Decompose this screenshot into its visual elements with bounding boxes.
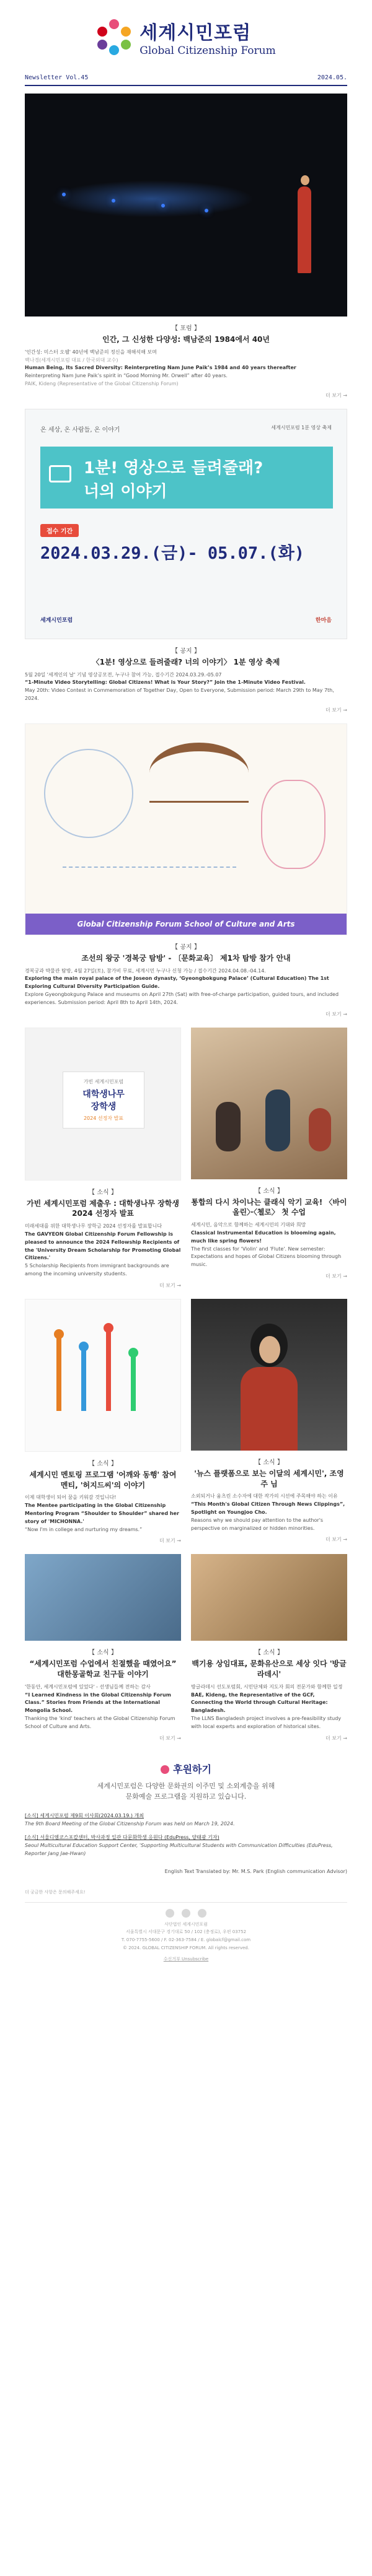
scholarship-card-image[interactable] (25, 1028, 181, 1181)
palace-roof-icon (149, 743, 249, 803)
footer-address: 서울특별시 서대문구 경기대로 50 / 102 (충정로), 우편 03752 (125, 1929, 247, 1935)
article-summary-en: “Now I'm in college and nurturing my dreams.” (25, 1526, 143, 1532)
article-summary-ko: 세계시민, 음악으로 함께하는 세계시민의 기대와 희망 (191, 1222, 306, 1228)
sponsor-link[interactable] (25, 1762, 347, 1776)
article-summary-en: May 20th: Video Contest in Commemoration of Together Day, Open to Everyone, Submission period: March 29th to May 7th, 2024. (25, 688, 334, 701)
video-festival-banner[interactable] (25, 409, 347, 639)
music-class-photo[interactable] (191, 1028, 347, 1179)
article-credit: 백나경(세계시민포럼 대표 / 한국외대 교수) (25, 357, 118, 363)
read-more-link[interactable]: 더 보기 → (326, 1273, 347, 1279)
brand-name-ko: 세계시민포럼 (140, 22, 252, 44)
youtube-icon[interactable] (198, 1909, 206, 1918)
article-1 (25, 645, 347, 714)
news-card (25, 1299, 181, 1555)
hero-photo[interactable] (25, 94, 347, 317)
article-4 (191, 1185, 347, 1280)
issue-label: Newsletter Vol.45 (25, 74, 89, 81)
article-tag: 【 소식 】 (89, 1189, 117, 1196)
notice-en: Seoul Multicultural Education Support Center, 'Supporting Multicultural Students with Communication Difficulties (EduPress, Reporter Jang Jae-Hwan) (25, 1843, 333, 1857)
read-more-link[interactable]: 더 보기 → (159, 1538, 181, 1544)
forum-logo-icon (96, 19, 132, 55)
article-title-en: “This Month's Global Citizen Through News Clippings”, Spotlight on Youngjoo Cho. (191, 1501, 345, 1515)
news-row-1 (25, 1028, 347, 1299)
article-5 (25, 1458, 181, 1545)
read-more-link[interactable]: 더 보기 → (326, 392, 347, 398)
article-2 (25, 941, 347, 1018)
path-illustration (63, 867, 236, 893)
mentoring-illustration[interactable] (25, 1299, 181, 1452)
article-tag: 【 소식 】 (255, 1187, 283, 1195)
banner-headline-1: 1분! 영상으로 들려줄래? (84, 458, 264, 478)
article-tag: 【 소식 】 (255, 1459, 283, 1466)
illustration-circle (44, 749, 133, 838)
banner-kicker: 온 세상, 온 사람들, 온 이야기 (40, 426, 120, 434)
news-row-2 (25, 1299, 347, 1555)
person-illustration (261, 780, 326, 869)
video-camera-icon (49, 465, 71, 482)
article-title-en: Human Being, Its Sacred Diversity: Reinterpreting Nam June Paik’s 1984 and 40 years thereafter (25, 365, 296, 371)
article-title-en: Classical Instrumental Education is blooming again, much like spring flowers! (191, 1229, 336, 1244)
article-title-en: BAE, Kideng, the Representative of the GCF, Connecting the World through Cultural Heritage: Bangladesh. (191, 1692, 328, 1714)
read-more-link[interactable]: 더 보기 → (159, 1282, 181, 1288)
article-title[interactable]: “세계시민포럼 수업에서 친절했을 때였어요” 대한몽골학교 친구들 이야기 (29, 1659, 177, 1679)
article-summary-en: 5 Scholarship Recipients from immigrant backgrounds are among the incoming university students. (25, 1263, 169, 1277)
issue-date: 2024.05. (317, 74, 347, 81)
article-title-en: The Mentee participating in the Global Citizenship Mentoring Program “Shoulder to Shoulder” shared her story of 'MICHONNA.' (25, 1503, 179, 1524)
article-title[interactable]: 조선의 왕궁 '경복궁 탐방' - 〔문화교육〕 제1차 탐방 참가 안내 (81, 953, 291, 963)
article-title[interactable]: 〈1분! 영상으로 들려줄래? 너의 이야기〉 1분 영상 축제 (92, 657, 280, 666)
article-summary-ko: '인간성: 미스터 오웰' 40년에 백남준의 정신을 재해석해 보며 (25, 349, 157, 355)
news-card (191, 1299, 347, 1555)
article-title[interactable]: 세계시민 멘토링 프로그램 '어깨와 동행' 참여 멘티, '허지드씨'의 이야기 (29, 1470, 177, 1490)
article-title[interactable]: 백기용 상임대표, 문화유산으로 세상 잇다 '방글라데시' (192, 1659, 347, 1679)
footer (25, 1876, 347, 1982)
news-card (25, 1028, 181, 1299)
scholarship-card-line3: 장학생 (91, 1101, 117, 1112)
article-title[interactable]: 인간, 그 신성한 다양성: 백남준의 1984에서 40년 (102, 335, 270, 344)
notice-link[interactable]: [소식] 세계시민포럼 제9회 이사회(2024.03.19.) 개최 (25, 1812, 144, 1818)
read-more-link[interactable]: 더 보기 → (326, 1011, 347, 1017)
bangladesh-group-photo[interactable] (191, 1554, 347, 1641)
article-summary-ko: 이제 대학생이 되어 꿈을 키워갈 것입니다! (25, 1495, 117, 1501)
news-card (25, 1554, 181, 1751)
banner-org-left: 세계시민포럼 (40, 617, 73, 624)
article-summary-ko: '한동안, 세계시민포럼에 있었다' - 선생님들께 전하는 감사 (25, 1683, 151, 1690)
news-row-3 (25, 1554, 347, 1751)
article-summary-ko: 소외되거나 움츠린 소수자에 대한 작가의 시선에 주목해야 하는 이유 (191, 1493, 338, 1500)
article-tag: 【 공지 】 (172, 647, 200, 655)
article-summary-en: Thanking the 'kind' teachers at the Global Citizenship Forum School of Culture and Arts. (25, 1716, 175, 1729)
article-title-en: “1-Minute Video Storytelling: Global Citizens! What is Your Story?” Join the 1-Minute Video Festival. (25, 679, 306, 686)
newsletter (25, 0, 347, 1982)
article-summary-ko: 5월 20일 '세계인의 날' 기념 영상공모전, 누구나 참여 가능, 접수기간 2024.03.29.-05.07 (25, 671, 222, 678)
article-title[interactable]: 가빈 세계시민포럼 제출우 : 대학생나무 장학생 2024 선정자 발표 (27, 1198, 179, 1218)
article-summary-en: The first classes for 'Violin' and 'Flute'. New semester: Expectations and hopes of Global Citizens blooming through music. (191, 1246, 342, 1268)
palace-banner-caption: Global Citizenship Forum School of Culture and Arts (25, 914, 347, 935)
footer-org: 사단법인 세계시민포럼 (164, 1921, 208, 1927)
notice-en: The 9th Board Meeting of the Global Citizenship Forum was held on March 19, 2024. (25, 1820, 235, 1827)
unsubscribe-link[interactable]: 수신거부 Unsubscribe (163, 1957, 209, 1962)
scholarship-card-line2: 대학생나무 (82, 1089, 125, 1099)
notices (25, 1812, 347, 1876)
banner-org-right: 한마음 (315, 617, 332, 624)
article-summary-en: Reinterpreting Nam June Paik’s spirit in “Good Morning Mr. Orwell” after 40 years. (25, 373, 228, 379)
footer-tag: 더 궁금한 사항은 문의해주세요! (25, 1889, 86, 1895)
brand-name-en: Global Citizenship Forum (140, 45, 276, 57)
sponsor-text-1: 세계시민포럼은 다양한 문화권의 이주민 및 소외계층을 위해 (97, 1781, 275, 1790)
translation-credit: English Text Translated by: Mr. M.S. Park (English communication Advisor) (164, 1868, 347, 1874)
article-title-en: Exploring the main royal palace of the Joseon dynasty, ‘Gyeongbokgung Palace’ (Cultural Education) The 1st Exploring Cultural Diversity Participation Guide. (25, 976, 329, 990)
banner-headline-2: 너의 이야기 (84, 482, 167, 501)
facebook-icon[interactable] (182, 1909, 190, 1918)
news-card (191, 1028, 347, 1299)
sponsor-text-2: 문화예술 프로그램을 지원하고 있습니다. (125, 1792, 247, 1801)
article-summary-ko: 미래세대를 위한 대학생나무 장학금 2024 선정자를 발표합니다 (25, 1223, 162, 1229)
sponsor-section (25, 1752, 347, 1812)
scholarship-card-line4: 2024 선정자 발표 (83, 1115, 124, 1121)
notice-link[interactable]: [소식] 서울디엠코스포칼센터, 박사과정 일관 다문화학생 응원다 (EduPress, 양태광 기자) (25, 1835, 219, 1841)
scholarship-card-line1: 가빈 세계시민포럼 (83, 1078, 124, 1085)
article-summary-ko: 방글라데시 선도포럼회, 시민단체와 지도자 회의 전문가와 함께한 일정 (191, 1683, 343, 1690)
article-tag: 【 소식 】 (255, 1649, 283, 1657)
sponsor-heading: 후원하기 (173, 1763, 211, 1775)
article-title[interactable]: '뉴스 플랫폼으로 보는 이달의 세계시민', 조영주 님 (194, 1469, 344, 1488)
footer-contact: T. 070-7755-5600 / F. 02-363-7584 / E. globalcf@gmail.com (121, 1937, 251, 1943)
article-7 (25, 1647, 181, 1741)
article-summary-ko: 경복궁과 박물관 탐방, 4월 27일(토), 참가비 무료, 세계시민 누구나 신청 가능 / 접수기간 2024.04.08.-04.14. (25, 967, 266, 974)
article-8 (191, 1647, 347, 1741)
students-photo[interactable] (25, 1554, 181, 1641)
read-more-link[interactable]: 더 보기 → (326, 707, 347, 713)
banner-kicker-right: 세계시민포럼 1분 영상 축제 (271, 424, 332, 430)
article-summary-en: Explore Gyeongbokgung Palace and museums on April 27th (Sat) with free-of-charge participation, guided tours, and included experiences. Submission period: April 8th to April 14th, 2024. (25, 991, 339, 1005)
read-more-link[interactable]: 더 보기 → (326, 1735, 347, 1741)
article-6 (191, 1457, 347, 1543)
article-title[interactable]: 통합의 다시 차이나는 클래식 악기 교육! 〈바이올린〉·〈첼로〉 첫 수업 (191, 1197, 347, 1217)
article-summary-en: Reasons why we should pay attention to the author's perspective on marginalized or hidden minorities. (191, 1517, 324, 1531)
banner-dates: 2024.03.29.(금)- 05.07.(화) (40, 543, 305, 563)
article-tag: 【 포럼 】 (172, 325, 200, 332)
banner-headline-box (40, 447, 333, 509)
article-title-en: The GAVYEON Global Citizenship Forum Fellowship is pleased to announce the 2024 Fellowship Recipients of the 'University Dream Scholarship for Promoting Global Citizens.' (25, 1231, 181, 1261)
read-more-link[interactable]: 더 보기 → (159, 1735, 181, 1741)
period-badge: 접수 기간 (40, 524, 79, 537)
article-3 (25, 1187, 181, 1289)
news-card (191, 1554, 347, 1751)
article-tag: 【 공지 】 (172, 943, 200, 951)
masthead (25, 0, 347, 74)
issue-bar (25, 74, 347, 86)
palace-tour-banner[interactable] (25, 723, 347, 935)
article-tag: 【 소식 】 (89, 1460, 117, 1467)
article-credit-en: PAIK, Kideng (Representative of the Global Citizenship Forum) (25, 380, 179, 386)
heart-icon (161, 1765, 169, 1774)
read-more-link[interactable]: 더 보기 → (326, 1537, 347, 1543)
article-title-en: “I Learned Kindness in the Global Citizenship Forum Class.” Stories from Friends at the International Mongolia School. (25, 1692, 172, 1714)
article-summary-en: The LLNS Bangladesh project involves a pre-feasibility study with local experts and exploration of historical sites. (191, 1716, 342, 1729)
article-0 (25, 323, 347, 399)
instagram-icon[interactable] (166, 1909, 174, 1918)
footer-copyright: © 2024. GLOBAL CITIZENSHIP FORUM. All rights reserved. (123, 1945, 249, 1950)
article-tag: 【 소식 】 (89, 1649, 117, 1657)
author-portrait-photo[interactable] (191, 1299, 347, 1451)
